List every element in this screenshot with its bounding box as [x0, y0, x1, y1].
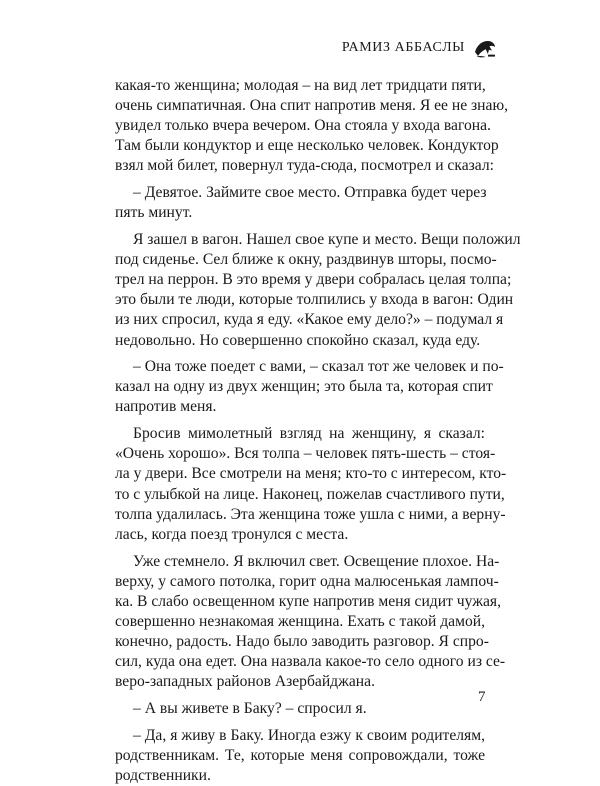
body-text [115, 76, 521, 786]
text-line: очень симпатичная. Она спит напротив меня. Я ее не знаю, [115, 97, 508, 115]
page-number: 7 [478, 689, 486, 705]
paragraph [115, 230, 521, 351]
text-line: напротив меня. [115, 398, 217, 416]
paragraph [115, 76, 508, 176]
paragraph [115, 699, 485, 719]
text-line: ка. В слабо освещенном купе напротив меня сидит чужая, [115, 592, 501, 610]
paragraph [115, 552, 506, 693]
text-line: – Да, я живу в Баку. Иногда езжу к своим родителям, [133, 726, 485, 744]
text-line: трел на перрон. В это время у двери собралась целая толпа; [115, 271, 512, 289]
paragraph [115, 357, 504, 417]
text-line: Там были кондуктор и еще несколько человек. Кондуктор [115, 137, 499, 155]
text-line: из них спросил, куда я еду. «Какое ему дело?» – подумал я [115, 311, 504, 329]
paragraph [115, 424, 507, 545]
text-line: под сиденье. Сел ближе к окну, раздвинув шторы, посмо- [115, 251, 497, 269]
text-line: сил, куда она едет. Она назвала какое-то село одного из се- [115, 652, 506, 670]
text-line: казал на одну из двух женщин; это была та, которая спит [115, 378, 493, 396]
text-line: лась, когда поезд тронулся с места. [115, 525, 349, 543]
text-line: Я зашел в вагон. Нашел свое купе и место. Вещи положил [133, 231, 521, 249]
text-line: – Девятое. Займите свое место. Отправка будет через [133, 184, 487, 202]
text-line: какая-то женщина; молодая – на вид лет тридцати пяти, [115, 77, 486, 94]
text-line: совершенно незнакомая женщина. Ехать с такой дамой, [115, 612, 485, 630]
text-line: то с улыбкой на лице. Наконец, пожелав счастливого пути, [115, 485, 505, 503]
text-line: Бросив мимолетный взгляд на женщину, я сказал: [133, 425, 485, 443]
text-line: толпа удалилась. Эта женщина тоже ушла с ними, а верну- [115, 505, 506, 523]
text-line: это были те люди, которые толпились у входа в вагон: Один [115, 291, 514, 309]
text-line: – А вы живете в Баку? – спросил я. [133, 699, 367, 717]
text-line: конечно, радость. Надо было заводить разговор. Я спро- [115, 632, 489, 650]
text-line: ла у двери. Все смотрели на меня; кто-то с интересом, кто- [115, 465, 507, 483]
text-line: родственникам. Те, которые меня сопровождали, тоже [115, 746, 485, 764]
text-line: взял мой билет, повернул туда-сюда, посмотрел и сказал: [115, 157, 494, 175]
text-line: «Очень хорошо». Вся толпа – человек пять-шесть – стоя- [115, 445, 496, 463]
running-head: РАМИЗ АББАСЛЫ [341, 40, 465, 55]
paragraph [115, 183, 485, 223]
text-line: веро-западных районов Азербайджана. [115, 673, 375, 691]
text-line: – Она тоже поедет с вами, – сказал тот же человек и по- [133, 358, 504, 376]
text-line: увидел только вчера вечером. Она стояла у входа вагона. [115, 117, 491, 135]
text-line: Уже стемнело. Я включил свет. Освещение плохое. На- [133, 552, 500, 570]
text-line: пять минут. [115, 204, 193, 222]
publisher-logo-icon [473, 36, 497, 60]
text-line: родственники. [115, 766, 211, 784]
paragraph [115, 726, 485, 786]
text-line: недовольно. Но совершенно спокойно сказал, куда еду. [115, 331, 481, 349]
page-header [342, 36, 497, 60]
text-line: верху, у самого потолка, горит одна малюсенькая лампоч- [115, 572, 499, 590]
